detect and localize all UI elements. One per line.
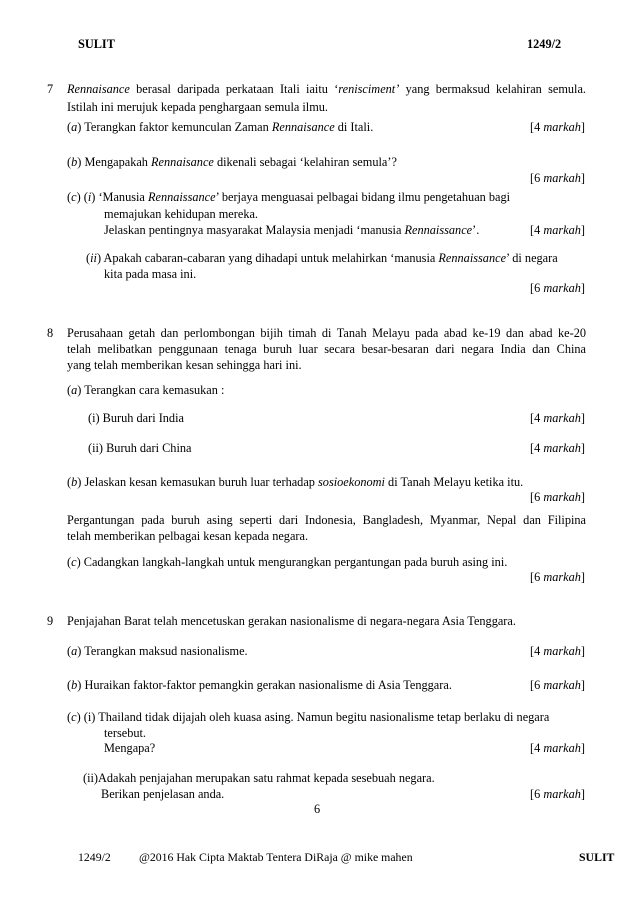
subquestion-7b: (b) Mengapakah Rennaisance dikenali sebagai ‘kelahiran semula’? xyxy=(67,155,397,169)
subquestion-8a-ii: (ii) Buruh dari China xyxy=(88,441,192,455)
question-intro-line: Rennaisance berasal daripada perkataan Itali iaitu ‘renisciment’ yang bermaksud kelahiran semula. xyxy=(67,82,586,96)
subquestion-7c-ii: (ii) Apakah cabaran-cabaran yang dihadapi untuk melahirkan ‘manusia Rennaissance’ di negara xyxy=(86,251,558,265)
paragraph-line: Pergantungan pada buruh asing seperti dari Indonesia, Bangladesh, Myanmar, Nepal dan Filipina xyxy=(67,513,586,527)
marks-label: [4 markah] xyxy=(529,223,585,237)
footer-copyright: @2016 Hak Cipta Maktab Tentera DiRaja @ mike mahen xyxy=(139,850,413,864)
question-intro-line: yang telah memberikan kesan sehingga hari ini. xyxy=(67,358,302,372)
header-classification: SULIT xyxy=(78,37,115,51)
subquestion-line: memajukan kehidupan mereka. xyxy=(104,207,258,221)
marks-label: [6 markah] xyxy=(529,171,585,185)
question-number: 8 xyxy=(47,326,54,340)
marks-label: [4 markah] xyxy=(529,741,585,755)
marks-label: [6 markah] xyxy=(529,490,585,504)
footer-classification: SULIT xyxy=(579,850,615,864)
subquestion-7a: (a) Terangkan faktor kemunculan Zaman Rennaisance di Itali. xyxy=(67,120,374,134)
subquestion-line: tersebut. xyxy=(104,726,147,740)
page-number: 6 xyxy=(314,802,321,816)
header-paper-code: 1249/2 xyxy=(527,37,562,51)
marks-label: [4 markah] xyxy=(529,411,585,425)
subquestion-9c-ii: (ii)Adakah penjajahan merupakan satu rahmat kepada sesebuah negara. xyxy=(83,771,435,785)
paragraph-line: telah memberikan pelbagai kesan kepada negara. xyxy=(67,529,309,543)
marks-label: [6 markah] xyxy=(529,570,585,584)
subquestion-line: Jelaskan pentingnya masyarakat Malaysia menjadi ‘manusia Rennaissance’. xyxy=(104,223,480,237)
subquestion-line: Berikan penjelasan anda. xyxy=(101,787,225,801)
question-intro-line: Istilah ini merujuk kepada penghargaan semula ilmu. xyxy=(67,100,329,114)
marks-label: [4 markah] xyxy=(529,441,585,455)
subquestion-8a: (a) Terangkan cara kemasukan : xyxy=(67,383,225,397)
marks-label: [4 markah] xyxy=(529,644,585,658)
marks-label: [6 markah] xyxy=(529,787,585,801)
subquestion-9b: (b) Huraikan faktor-faktor pemangkin gerakan nasionalisme di Asia Tenggara. xyxy=(67,678,452,692)
subquestion-7c-i: (c) (i) ‘Manusia Rennaissance’ berjaya menguasai pelbagai bidang ilmu pengetahuan bagi xyxy=(67,190,511,204)
question-number: 7 xyxy=(47,82,54,96)
subquestion-8a-i: (i) Buruh dari India xyxy=(88,411,184,425)
marks-label: [4 markah] xyxy=(529,120,585,134)
question-intro-line: Perusahaan getah dan perlombongan bijih timah di Tanah Melayu pada abad ke-19 dan abad ke-20 xyxy=(67,326,586,340)
question-intro-line: Penjajahan Barat telah mencetuskan gerakan nasionalisme di negara-negara Asia Tenggara. xyxy=(67,614,516,628)
subquestion-line: Mengapa? xyxy=(104,741,156,755)
marks-label: [6 markah] xyxy=(529,281,585,295)
subquestion-9c-i: (c) (i) Thailand tidak dijajah oleh kuasa asing. Namun begitu nasionalisme tetap berlaku di negara xyxy=(67,710,550,724)
marks-label: [6 markah] xyxy=(529,678,585,692)
footer-paper-code: 1249/2 xyxy=(78,850,111,864)
question-intro-line: telah melibatkan penggunaan tenaga buruh luar secara besar-besaran dari negara India dan China xyxy=(67,342,586,356)
subquestion-9a: (a) Terangkan maksud nasionalisme. xyxy=(67,644,248,658)
subquestion-8c: (c) Cadangkan langkah-langkah untuk mengurangkan pergantungan pada buruh asing ini. xyxy=(67,555,508,569)
subquestion-line: kita pada masa ini. xyxy=(104,267,197,281)
subquestion-8b: (b) Jelaskan kesan kemasukan buruh luar terhadap sosioekonomi di Tanah Melayu ketika itu. xyxy=(67,475,524,489)
question-number: 9 xyxy=(47,614,54,628)
